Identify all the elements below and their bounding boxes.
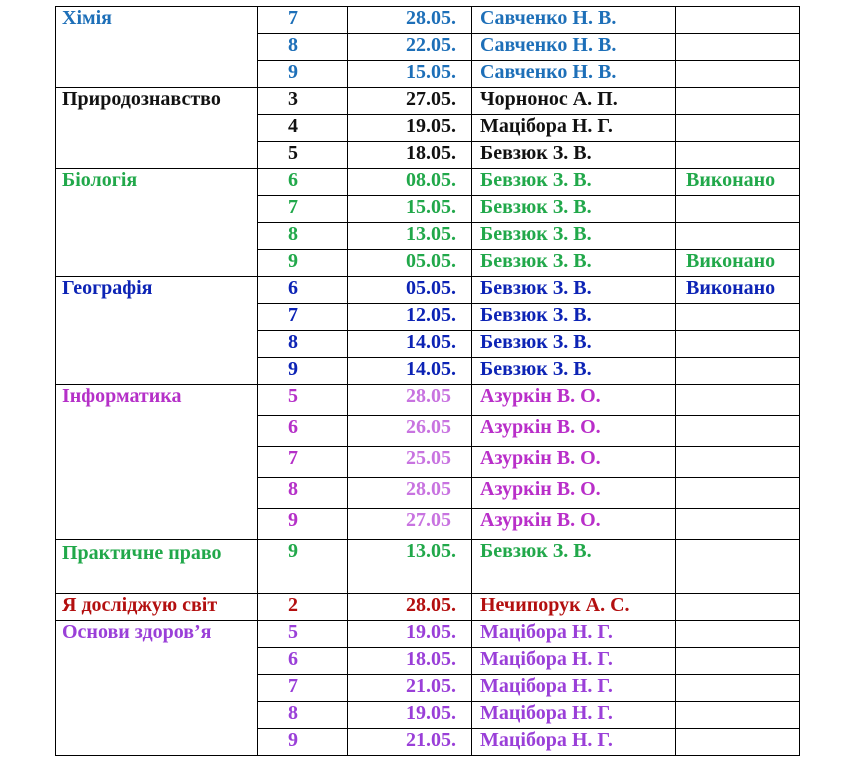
grade-cell: 7 xyxy=(258,196,348,223)
table-row xyxy=(56,331,800,358)
subject-cell xyxy=(56,142,258,169)
subject-cell xyxy=(56,447,258,478)
teacher-cell: Бевзюк З. В. xyxy=(472,304,676,331)
table-row xyxy=(56,250,800,277)
status-cell: Виконано xyxy=(676,169,800,196)
subject-cell xyxy=(56,358,258,385)
status-cell: Виконано xyxy=(676,277,800,304)
status-cell xyxy=(676,675,800,702)
table-row xyxy=(56,702,800,729)
subject-cell xyxy=(56,304,258,331)
grade-cell: 7 xyxy=(258,447,348,478)
grade-cell: 9 xyxy=(258,358,348,385)
date-cell: 19.05. xyxy=(348,115,472,142)
teacher-cell: Бевзюк З. В. xyxy=(472,540,676,594)
date-cell: 13.05. xyxy=(348,540,472,594)
teacher-cell: Бевзюк З. В. xyxy=(472,358,676,385)
table-row xyxy=(56,675,800,702)
subject-cell xyxy=(56,729,258,756)
status-cell xyxy=(676,304,800,331)
status-cell xyxy=(676,61,800,88)
subject-cell: Практичне право xyxy=(56,540,258,594)
subject-cell xyxy=(56,416,258,447)
subject-cell xyxy=(56,115,258,142)
date-cell: 14.05. xyxy=(348,358,472,385)
status-cell xyxy=(676,88,800,115)
table-row xyxy=(56,478,800,509)
table-row xyxy=(56,385,800,416)
grade-cell: 6 xyxy=(258,648,348,675)
teacher-cell: Мацібора Н. Г. xyxy=(472,621,676,648)
status-cell xyxy=(676,594,800,621)
status-cell xyxy=(676,540,800,594)
date-cell: 26.05 xyxy=(348,416,472,447)
grade-cell: 5 xyxy=(258,142,348,169)
status-cell xyxy=(676,702,800,729)
date-cell: 21.05. xyxy=(348,729,472,756)
teacher-cell: Бевзюк З. В. xyxy=(472,250,676,277)
subject-cell xyxy=(56,648,258,675)
date-cell: 15.05. xyxy=(348,196,472,223)
teacher-cell: Бевзюк З. В. xyxy=(472,142,676,169)
grade-cell: 5 xyxy=(258,621,348,648)
status-cell xyxy=(676,34,800,61)
grade-cell: 8 xyxy=(258,478,348,509)
grade-cell: 9 xyxy=(258,250,348,277)
grade-cell: 8 xyxy=(258,331,348,358)
table-row xyxy=(56,648,800,675)
table-row xyxy=(56,416,800,447)
teacher-cell: Мацібора Н. Г. xyxy=(472,702,676,729)
grade-cell: 9 xyxy=(258,540,348,594)
table-row xyxy=(56,88,800,115)
table-row xyxy=(56,304,800,331)
date-cell: 08.05. xyxy=(348,169,472,196)
status-cell xyxy=(676,7,800,34)
date-cell: 19.05. xyxy=(348,621,472,648)
subject-cell xyxy=(56,509,258,540)
date-cell: 14.05. xyxy=(348,331,472,358)
table-row xyxy=(56,61,800,88)
grade-cell: 8 xyxy=(258,702,348,729)
date-cell: 05.05. xyxy=(348,277,472,304)
grade-cell: 7 xyxy=(258,7,348,34)
subject-cell: Хімія xyxy=(56,7,258,34)
grade-cell: 6 xyxy=(258,277,348,304)
status-cell xyxy=(676,358,800,385)
table-row xyxy=(56,509,800,540)
teacher-cell: Бевзюк З. В. xyxy=(472,196,676,223)
date-cell: 27.05. xyxy=(348,88,472,115)
teacher-cell: Нечипорук А. С. xyxy=(472,594,676,621)
teacher-cell: Мацібора Н. Г. xyxy=(472,115,676,142)
grade-cell: 6 xyxy=(258,416,348,447)
teacher-cell: Мацібора Н. Г. xyxy=(472,729,676,756)
table-row xyxy=(56,277,800,304)
teacher-cell: Азуркін В. О. xyxy=(472,385,676,416)
status-cell xyxy=(676,648,800,675)
subject-cell: Природознавство xyxy=(56,88,258,115)
teacher-cell: Савченко Н. В. xyxy=(472,61,676,88)
table-row xyxy=(56,7,800,34)
table-row xyxy=(56,223,800,250)
subject-cell: Я досліджую світ xyxy=(56,594,258,621)
subject-cell: Інформатика xyxy=(56,385,258,416)
status-cell xyxy=(676,142,800,169)
teacher-cell: Азуркін В. О. xyxy=(472,447,676,478)
teacher-cell: Бевзюк З. В. xyxy=(472,223,676,250)
table-row xyxy=(56,621,800,648)
date-cell: 22.05. xyxy=(348,34,472,61)
teacher-cell: Савченко Н. В. xyxy=(472,7,676,34)
schedule-table xyxy=(55,6,800,756)
date-cell: 28.05 xyxy=(348,478,472,509)
teacher-cell: Азуркін В. О. xyxy=(472,478,676,509)
subject-cell xyxy=(56,675,258,702)
table-row xyxy=(56,142,800,169)
status-cell xyxy=(676,478,800,509)
date-cell: 28.05. xyxy=(348,594,472,621)
teacher-cell: Бевзюк З. В. xyxy=(472,277,676,304)
status-cell xyxy=(676,621,800,648)
status-cell xyxy=(676,385,800,416)
date-cell: 28.05 xyxy=(348,385,472,416)
date-cell: 19.05. xyxy=(348,702,472,729)
date-cell: 18.05. xyxy=(348,648,472,675)
table-row xyxy=(56,358,800,385)
grade-cell: 9 xyxy=(258,509,348,540)
teacher-cell: Азуркін В. О. xyxy=(472,509,676,540)
grade-cell: 3 xyxy=(258,88,348,115)
grade-cell: 4 xyxy=(258,115,348,142)
table-row xyxy=(56,115,800,142)
grade-cell: 5 xyxy=(258,385,348,416)
date-cell: 18.05. xyxy=(348,142,472,169)
subject-cell: Основи здоров’я xyxy=(56,621,258,648)
subject-cell xyxy=(56,478,258,509)
date-cell: 12.05. xyxy=(348,304,472,331)
status-cell xyxy=(676,331,800,358)
subject-cell xyxy=(56,196,258,223)
table-row xyxy=(56,729,800,756)
table-row xyxy=(56,594,800,621)
status-cell xyxy=(676,729,800,756)
table-row xyxy=(56,540,800,594)
table-row xyxy=(56,196,800,223)
table-row xyxy=(56,169,800,196)
status-cell: Виконано xyxy=(676,250,800,277)
status-cell xyxy=(676,509,800,540)
table-row xyxy=(56,447,800,478)
date-cell: 28.05. xyxy=(348,7,472,34)
date-cell: 13.05. xyxy=(348,223,472,250)
date-cell: 15.05. xyxy=(348,61,472,88)
teacher-cell: Мацібора Н. Г. xyxy=(472,675,676,702)
status-cell xyxy=(676,196,800,223)
date-cell: 27.05 xyxy=(348,509,472,540)
date-cell: 25.05 xyxy=(348,447,472,478)
subject-cell: Біологія xyxy=(56,169,258,196)
grade-cell: 6 xyxy=(258,169,348,196)
teacher-cell: Азуркін В. О. xyxy=(472,416,676,447)
subject-cell xyxy=(56,61,258,88)
grade-cell: 7 xyxy=(258,675,348,702)
subject-cell xyxy=(56,702,258,729)
subject-cell xyxy=(56,250,258,277)
teacher-cell: Бевзюк З. В. xyxy=(472,169,676,196)
grade-cell: 9 xyxy=(258,61,348,88)
status-cell xyxy=(676,115,800,142)
status-cell xyxy=(676,447,800,478)
grade-cell: 8 xyxy=(258,223,348,250)
subject-cell: Географія xyxy=(56,277,258,304)
date-cell: 05.05. xyxy=(348,250,472,277)
teacher-cell: Мацібора Н. Г. xyxy=(472,648,676,675)
date-cell: 21.05. xyxy=(348,675,472,702)
status-cell xyxy=(676,223,800,250)
schedule-body xyxy=(56,7,800,756)
grade-cell: 7 xyxy=(258,304,348,331)
teacher-cell: Савченко Н. В. xyxy=(472,34,676,61)
grade-cell: 2 xyxy=(258,594,348,621)
table-row xyxy=(56,34,800,61)
subject-cell xyxy=(56,34,258,61)
teacher-cell: Чорнонос А. П. xyxy=(472,88,676,115)
teacher-cell: Бевзюк З. В. xyxy=(472,331,676,358)
subject-cell xyxy=(56,223,258,250)
status-cell xyxy=(676,416,800,447)
grade-cell: 9 xyxy=(258,729,348,756)
subject-cell xyxy=(56,331,258,358)
grade-cell: 8 xyxy=(258,34,348,61)
